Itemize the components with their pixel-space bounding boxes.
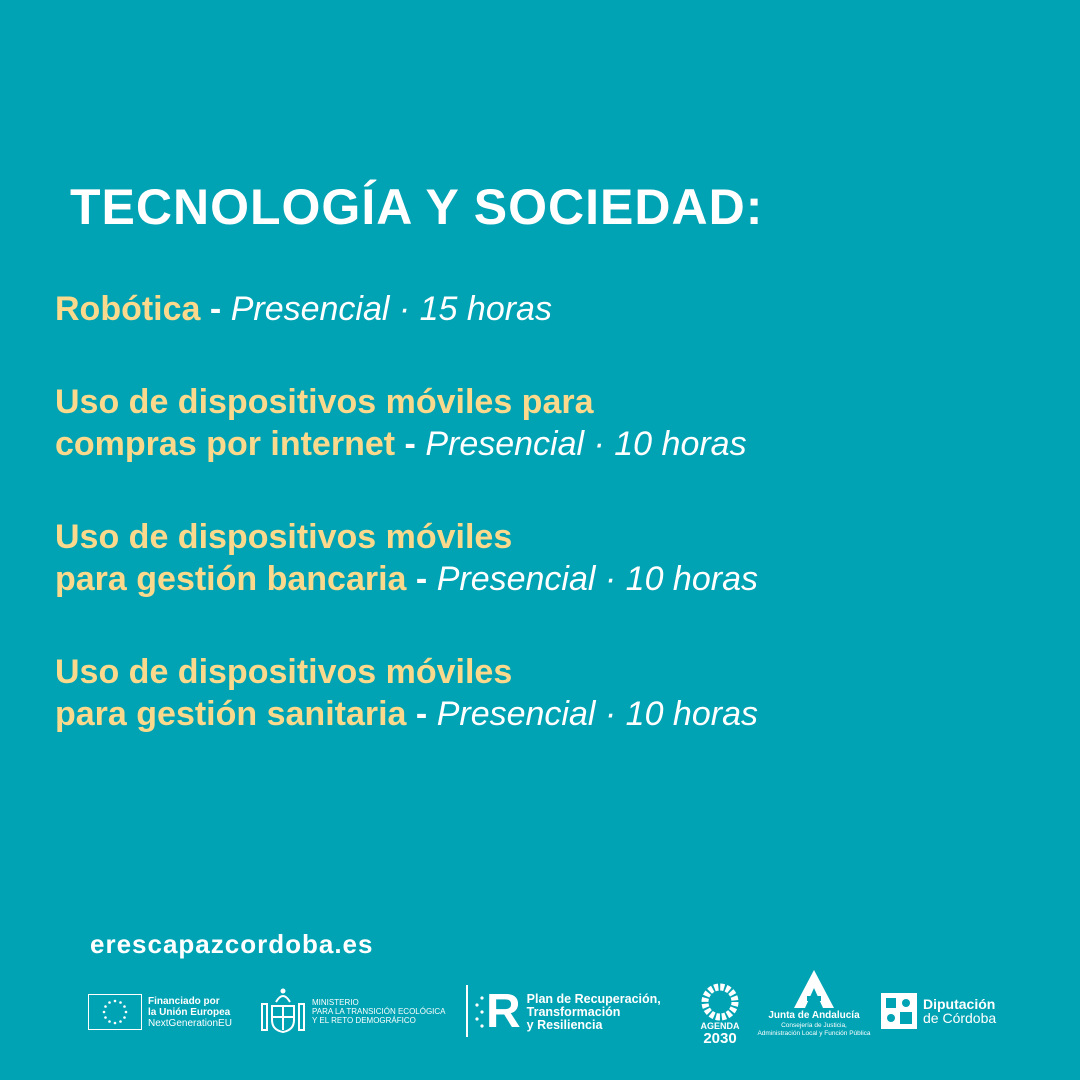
course-separator: -	[415, 695, 428, 733]
diputacion-logo	[880, 992, 996, 1030]
logo-divider	[466, 985, 468, 1037]
ministerio-line1: MINISTERIO	[312, 997, 359, 1007]
course-name-line1: Uso de dispositivos móviles para	[55, 383, 594, 421]
course-name-line1: Uso de dispositivos móviles	[55, 653, 513, 691]
diputacion-line2: de Córdoba	[923, 1010, 997, 1026]
course-item-compras	[55, 381, 747, 465]
course-item-bancaria	[55, 516, 758, 600]
plan-r-letter: R	[486, 985, 521, 1038]
plan-r-icon	[474, 985, 521, 1038]
plan-line3: y Resiliencia	[526, 1017, 603, 1032]
course-item-robotica	[55, 288, 552, 330]
plan-line2: Transformación	[526, 1004, 621, 1019]
course-name-line2: para gestión bancaria	[55, 560, 407, 598]
agenda-wheel-icon	[700, 982, 740, 1022]
website-link[interactable]: erescapazcordoba.es	[90, 929, 374, 959]
course-detail: Presencial · 10 horas	[436, 560, 758, 598]
course-separator: -	[404, 425, 416, 463]
agenda-2030-logo	[700, 982, 740, 1046]
ministerio-line2: PARA LA TRANSICIÓN ECOLÓGICA	[312, 1006, 446, 1016]
agenda-label: AGENDA	[700, 1021, 740, 1031]
ministerio-line3: Y EL RETO DEMOGRÁFICO	[312, 1015, 416, 1025]
coat-of-arms-icon	[258, 986, 308, 1036]
junta-a-icon	[790, 968, 838, 1010]
junta-line1: Junta de Andalucía	[768, 1010, 860, 1021]
course-name-line2: compras por internet	[55, 425, 396, 463]
junta-line2: Consejería de Justicia,	[781, 1022, 847, 1029]
eu-logo	[88, 994, 232, 1030]
page-title: TECNOLOGÍA Y SOCIEDAD:	[70, 179, 764, 235]
course-name: Robótica	[55, 290, 201, 328]
course-separator: -	[209, 290, 222, 328]
plan-line1: Plan de Recuperación,	[526, 991, 661, 1006]
sponsor-logos	[0, 980, 1080, 1050]
ministerio-logo	[258, 986, 446, 1036]
course-detail: Presencial · 10 horas	[436, 695, 758, 733]
course-detail: Presencial · 15 horas	[230, 290, 552, 328]
junta-line3: Administración Local y Función Pública	[757, 1030, 871, 1037]
agenda-year: 2030	[703, 1030, 737, 1047]
junta-andalucia-logo	[754, 968, 874, 1038]
plan-recuperacion-logo	[474, 985, 661, 1038]
eu-flag-icon	[88, 994, 142, 1030]
eu-text-line2: la Unión Europea	[148, 1006, 231, 1018]
diputacion-line1: Diputación	[923, 996, 996, 1012]
course-separator: -	[415, 560, 428, 598]
eu-text-line3: NextGenerationEU	[148, 1017, 232, 1029]
course-detail: Presencial · 10 horas	[425, 425, 747, 463]
course-item-sanitaria	[55, 651, 758, 735]
diputacion-emblem-icon	[880, 992, 918, 1030]
eu-text-line1: Financiado por	[148, 995, 220, 1007]
course-name-line1: Uso de dispositivos móviles	[55, 518, 513, 556]
course-name-line2: para gestión sanitaria	[55, 695, 407, 733]
